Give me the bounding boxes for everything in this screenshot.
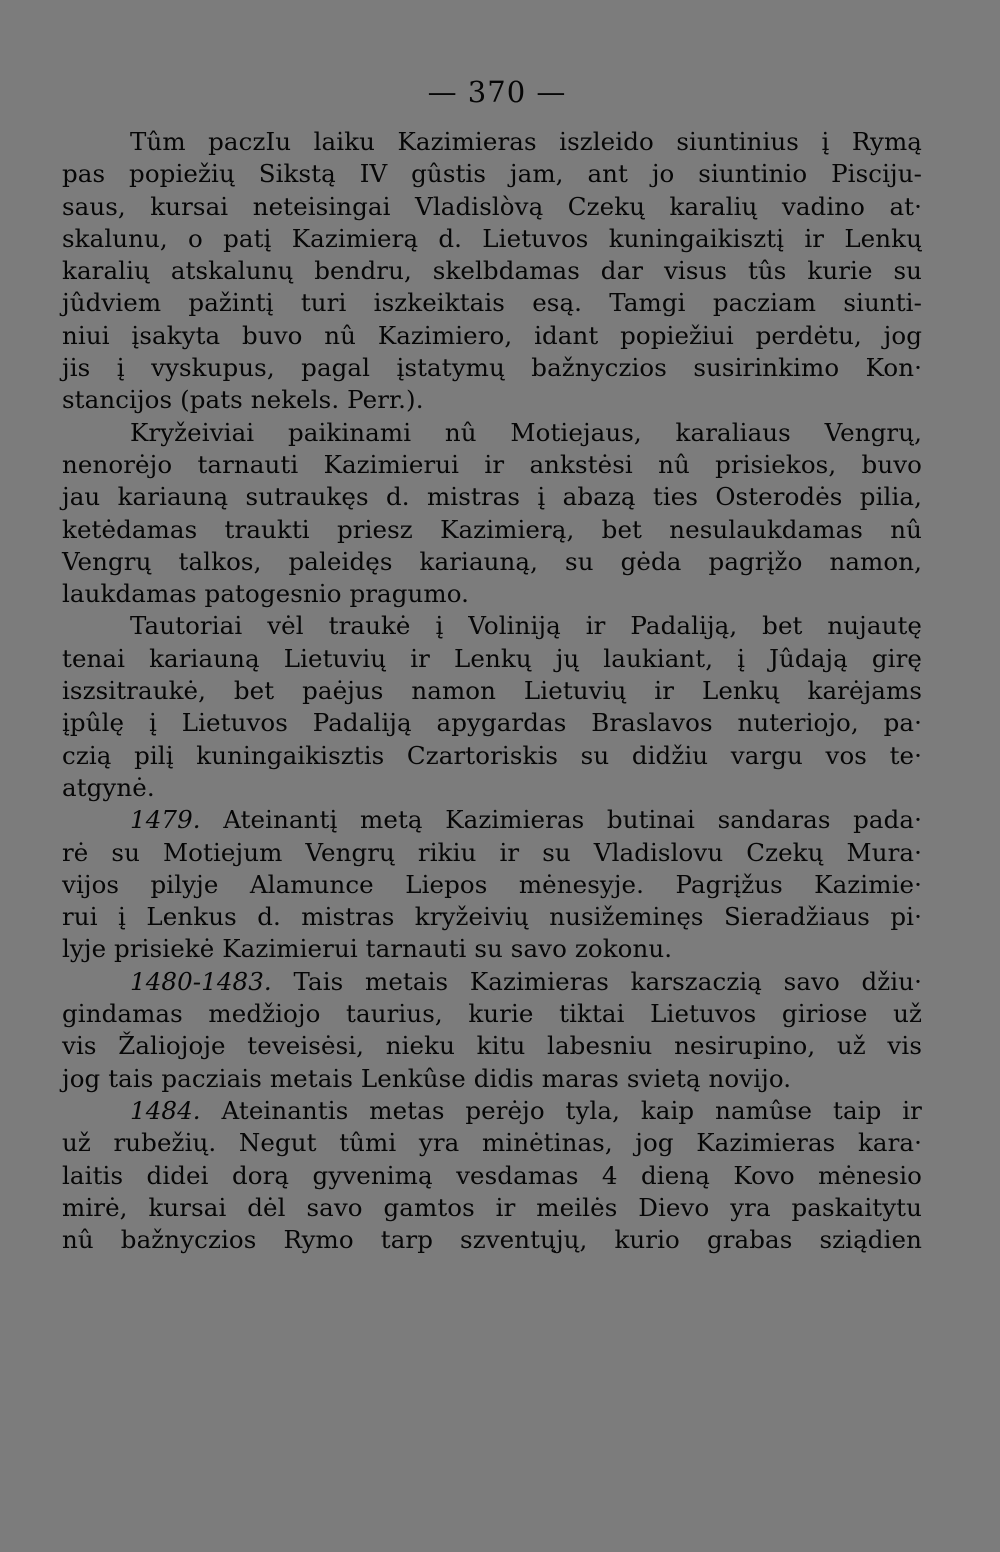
text-line: [62, 869, 922, 901]
line-text: atgynė.: [62, 772, 155, 802]
line-text: Ateinantis metas perėjo tyla, kaip namûse taip ir: [200, 1095, 922, 1125]
text-line: [62, 191, 922, 223]
line-text: nû bažnyczios Rymo tarp szventųjų, kurio grabas sziądien: [62, 1225, 922, 1255]
text-line: [62, 1030, 922, 1062]
line-text: tenai kariauną Lietuvių ir Lenkų jų laukiant, į Jûdają girę: [62, 643, 922, 673]
text-line: [62, 675, 922, 707]
text-line: [62, 1224, 922, 1256]
text-line: [62, 837, 922, 869]
text-line: [62, 352, 922, 384]
text-line: [62, 481, 922, 513]
text-line: [62, 1095, 922, 1127]
line-text: nenorėjo tarnauti Kazimierui ir ankstėsi nû prisiekos, buvo: [62, 449, 922, 479]
line-text: Vengrų talkos, paleidęs kariauną, su gėda pagrįžo namon,: [62, 546, 922, 576]
line-text: jis į vyskupus, pagal įstatymų bažnyczios susirinkimo Kon·: [62, 353, 922, 383]
text-line: [62, 707, 922, 739]
line-text: Ateinantį metą Kazimieras butinai sandaras pada·: [200, 805, 922, 835]
text-line: [62, 384, 922, 416]
text-line: [62, 998, 922, 1030]
text-line: [62, 126, 922, 158]
line-text: Tautoriai vėl traukė į Voliniją ir Padaliją, bet nujautę: [130, 611, 922, 641]
line-text: jûdviem pažintį turi iszkeiktais esą. Tamgi pacziam siunti-: [62, 288, 922, 318]
text-line: [62, 1127, 922, 1159]
text-line: [62, 966, 922, 998]
line-text: vijos pilyje Alamunce Liepos mėnesyje. Pagrįžus Kazimie·: [62, 869, 922, 899]
line-text: czią pilį kuningaikisztis Czartoriskis su didžiu vargu vos te·: [62, 740, 922, 770]
line-text: stancijos (pats nekels. Perr.).: [62, 385, 424, 415]
year-label: 1480-1483.: [130, 966, 272, 996]
year-label: 1484.: [130, 1095, 201, 1125]
text-line: [62, 514, 922, 546]
line-text: niui įsakyta buvo nû Kazimiero, idant popiežiui perdėtu, jog: [62, 320, 922, 350]
line-text: iszsitraukė, bet paėjus namon Lietuvių ir Lenkų karėjams: [62, 676, 922, 706]
text-line: [62, 417, 922, 449]
text-line: [62, 643, 922, 675]
line-text: lyje prisiekė Kazimierui tarnauti su savo zokonu.: [62, 934, 673, 964]
text-line: [62, 1192, 922, 1224]
line-text: laitis didei dorą gyvenimą vesdamas 4 dieną Kovo mėnesio: [62, 1160, 922, 1190]
text-line: [62, 804, 922, 836]
text-line: [62, 1063, 922, 1095]
line-text: skalunu, o patį Kazimierą d. Lietuvos kuningaikisztį ir Lenkų: [62, 223, 922, 253]
line-text: jog tais pacziais metais Lenkûse didis maras svietą novijo.: [62, 1063, 792, 1093]
line-text: už rubežių. Negut tûmi yra minėtinas, jog Kazimieras kara·: [62, 1128, 922, 1158]
text-line: [62, 287, 922, 319]
line-text: karalių atskalunų bendru, skelbdamas dar visus tûs kurie su: [62, 256, 922, 286]
year-label: 1479.: [130, 805, 201, 835]
text-line: [62, 578, 922, 610]
text-line: [62, 223, 922, 255]
line-text: jau kariauną sutraukęs d. mistras į abazą ties Osterodės pilia,: [62, 482, 922, 512]
line-text: Tûm paczIu laiku Kazimieras iszleido siuntinius į Rymą: [130, 127, 922, 156]
line-text: Tais metais Kazimieras karszaczią savo džiu·: [271, 966, 922, 996]
line-text: laukdamas patogesnio pragumo.: [62, 579, 470, 609]
line-text: Kryžeiviai paikinami nû Motiejaus, karaliaus Vengrų,: [130, 417, 922, 447]
line-text: vis Žaliojoje teveisėsi, nieku kitu labesniu nesirupino, už vis: [62, 1031, 922, 1061]
page-number: — 370 —: [427, 75, 567, 109]
text-line: [62, 546, 922, 578]
text-line: [62, 255, 922, 287]
text-line: [62, 772, 922, 804]
text-line: [62, 158, 922, 190]
text-line: [62, 740, 922, 772]
text-line: [62, 449, 922, 481]
text-line: [62, 1160, 922, 1192]
text-line: [62, 610, 922, 642]
text-line: [62, 901, 922, 933]
line-text: pas popiežių Sikstą IV gûstis jam, ant jo siuntinio Pisciju-: [62, 159, 922, 189]
text-line: [62, 933, 922, 965]
line-text: ketėdamas traukti priesz Kazimierą, bet nesulaukdamas nû: [62, 514, 922, 544]
text-body: [62, 126, 922, 1256]
line-text: rui į Lenkus d. mistras kryžeivių nusižeminęs Sieradžiaus pi·: [62, 902, 922, 932]
line-text: mirė, kursai dėl savo gamtos ir meilės Dievo yra paskaitytu: [62, 1192, 922, 1222]
line-text: saus, kursai neteisingai Vladislòvą Czekų karalių vadino at·: [62, 191, 922, 221]
line-text: gindamas medžiojo taurius, kurie tiktai Lietuvos giriose už: [62, 999, 922, 1029]
line-text: įpûlę į Lietuvos Padaliją apygardas Braslavos nuteriojo, pa·: [62, 708, 922, 738]
text-line: [62, 320, 922, 352]
line-text: rė su Motiejum Vengrų rikiu ir su Vladislovu Czekų Mura·: [62, 837, 922, 867]
